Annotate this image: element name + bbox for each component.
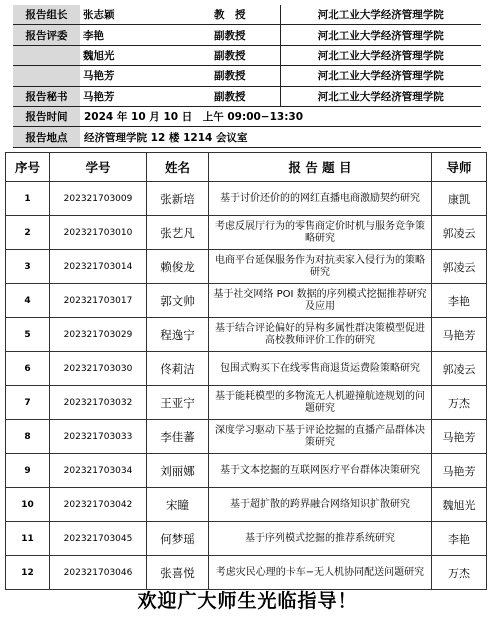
advisor-name: 李艳 [432, 522, 487, 556]
row-number: 5 [6, 318, 50, 352]
student-id: 202321703029 [50, 318, 147, 352]
student-id: 202321703042 [50, 488, 147, 522]
advisor-name: 康凯 [432, 182, 487, 216]
table-row [6, 488, 487, 522]
student-name: 张喜悦 [147, 556, 209, 590]
report-topic: 基于文本挖掘的互联网医疗平台群体决策研究 [209, 454, 432, 488]
table-row [6, 454, 487, 488]
report-topic: 基于超扩散的跨界融合网络知识扩散研究 [209, 488, 432, 522]
row-number: 12 [6, 556, 50, 590]
report-topic: 基于社交网络 POI 数据的序列模式挖掘推荐研究及应用 [209, 284, 432, 318]
report-topic: 基于结合评论偏好的异构多属性群决策模型促进高校教师评价工作的研究 [209, 318, 432, 352]
header-topic: 报 告 题 目 [209, 153, 432, 182]
student-name: 张艺凡 [147, 216, 209, 250]
student-name: 程逸宁 [147, 318, 209, 352]
table-row [6, 216, 487, 250]
secretary-title: 副教授 [180, 86, 280, 106]
table-row [6, 556, 487, 590]
table-row [6, 182, 487, 216]
report-topic: 基于能耗模型的多物流无人机避撞航迹规划的问题研究 [209, 386, 432, 420]
row-number: 2 [6, 216, 50, 250]
header-no: 序号 [6, 153, 50, 182]
student-name: 李佳蕃 [147, 420, 209, 454]
advisor-name: 马艳芳 [432, 318, 487, 352]
secretary-name: 马艳芳 [80, 86, 180, 106]
student-name: 王亚宁 [147, 386, 209, 420]
member-org: 河北工业大学经济管理学院 [280, 45, 481, 65]
row-number: 9 [6, 454, 50, 488]
row-number: 3 [6, 250, 50, 284]
member-title: 副教授 [180, 66, 280, 86]
welcome-footer: 欢迎广大师生光临指导！ [137, 590, 358, 612]
report-topic: 考虑灾民心理的卡车−无人机协同配送问题研究 [209, 556, 432, 590]
report-place: 经济管理学院 12 楼 1214 会议室 [80, 127, 481, 147]
place-row [13, 127, 481, 147]
table-row [6, 386, 487, 420]
members-label-blank [13, 66, 80, 86]
row-number: 4 [6, 284, 50, 318]
student-name: 郭文帅 [147, 284, 209, 318]
advisor-name: 李艳 [432, 284, 487, 318]
report-topic: 包围式购买下在线零售商退货运费险策略研究 [209, 352, 432, 386]
student-name: 张新培 [147, 182, 209, 216]
secretary-row [13, 86, 481, 106]
table-row [6, 420, 487, 454]
row-number: 1 [6, 182, 50, 216]
advisor-name: 郭凌云 [432, 352, 487, 386]
member-row [13, 45, 481, 65]
chair-name: 张志颖 [80, 5, 180, 25]
advisor-name: 万杰 [432, 556, 487, 590]
table-row [6, 352, 487, 386]
report-topic: 基于讨价还价的的网红直播电商激励契约研究 [209, 182, 432, 216]
member-row [13, 66, 481, 86]
header-advisor: 导师 [432, 153, 487, 182]
row-number: 7 [6, 386, 50, 420]
student-id: 202321703034 [50, 454, 147, 488]
advisor-name: 郭凌云 [432, 250, 487, 284]
table-row [6, 250, 487, 284]
header-student-id: 学号 [50, 153, 147, 182]
member-name: 魏旭光 [80, 45, 180, 65]
header-name: 姓名 [147, 153, 209, 182]
chair-row [13, 5, 481, 25]
student-name: 刘丽娜 [147, 454, 209, 488]
member-title: 副教授 [180, 45, 280, 65]
member-org: 河北工业大学经济管理学院 [280, 25, 481, 45]
student-id: 202321703046 [50, 556, 147, 590]
student-name: 宋瞳 [147, 488, 209, 522]
advisor-name: 郭凌云 [432, 216, 487, 250]
time-label: 报告时间 [13, 106, 80, 126]
student-id: 202321703017 [50, 284, 147, 318]
row-number: 6 [6, 352, 50, 386]
student-id: 202321703014 [50, 250, 147, 284]
secretary-org: 河北工业大学经济管理学院 [280, 86, 481, 106]
row-number: 11 [6, 522, 50, 556]
table-row [6, 318, 487, 352]
advisor-name: 马艳芳 [432, 454, 487, 488]
row-number: 10 [6, 488, 50, 522]
member-name: 李艳 [80, 25, 180, 45]
student-id: 202321703030 [50, 352, 147, 386]
student-name: 赖俊龙 [147, 250, 209, 284]
members-label: 报告评委 [13, 25, 80, 45]
place-label: 报告地点 [13, 127, 80, 147]
row-number: 8 [6, 420, 50, 454]
secretary-label: 报告秘书 [13, 86, 80, 106]
advisor-name: 马艳芳 [432, 420, 487, 454]
report-time: 2024 年 10 月 10 日 上午 09:00−13:30 [80, 106, 481, 126]
student-id: 202321703009 [50, 182, 147, 216]
report-topic: 深度学习驱动下基于评论挖掘的直播产品群体决策研究 [209, 420, 432, 454]
chair-org: 河北工业大学经济管理学院 [280, 5, 481, 25]
members-label-blank [13, 45, 80, 65]
member-org: 河北工业大学经济管理学院 [280, 66, 481, 86]
report-topic: 考虑反展厅行为的零售商定价时机与服务竞争策略研究 [209, 216, 432, 250]
table-header-row [6, 153, 487, 182]
student-id: 202321703045 [50, 522, 147, 556]
report-topic: 基于序列模式挖掘的推荐系统研究 [209, 522, 432, 556]
committee-info [13, 5, 481, 148]
member-name: 马艳芳 [80, 66, 180, 86]
report-topic: 电商平台延保服务作为对抗卖家入侵行为的策略研究 [209, 250, 432, 284]
table-row [6, 522, 487, 556]
student-name: 佟莉洁 [147, 352, 209, 386]
chair-label: 报告组长 [13, 5, 80, 25]
advisor-name: 魏旭光 [432, 488, 487, 522]
student-id: 202321703010 [50, 216, 147, 250]
table-row [6, 284, 487, 318]
student-name: 何梦瑶 [147, 522, 209, 556]
student-id: 202321703033 [50, 420, 147, 454]
member-row [13, 25, 481, 45]
report-schedule-table [5, 152, 487, 590]
student-id: 202321703032 [50, 386, 147, 420]
advisor-name: 万杰 [432, 386, 487, 420]
table-body [6, 182, 487, 590]
member-title: 副教授 [180, 25, 280, 45]
chair-title: 教 授 [180, 5, 280, 25]
time-row [13, 106, 481, 126]
